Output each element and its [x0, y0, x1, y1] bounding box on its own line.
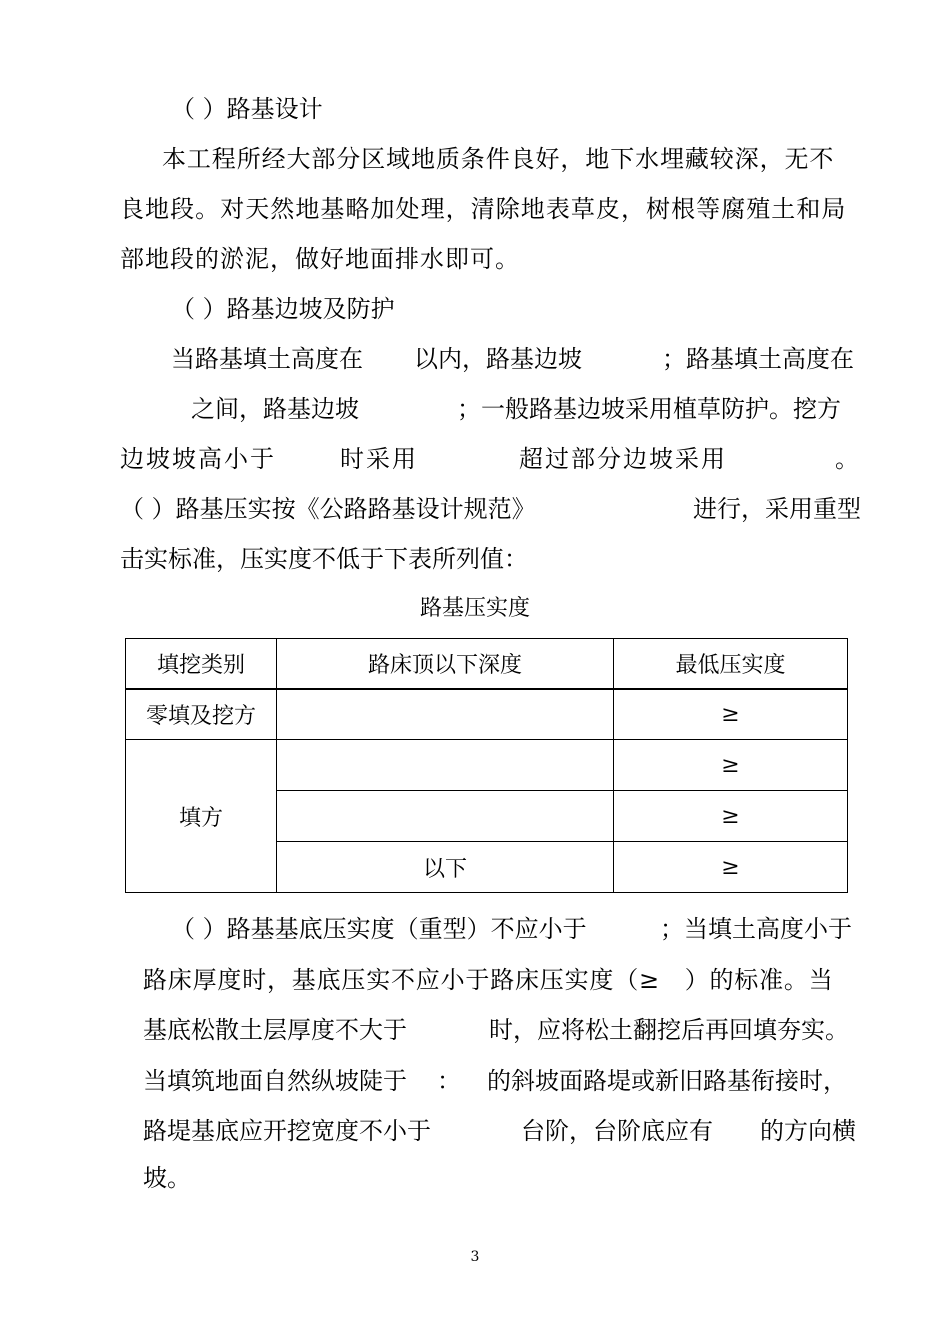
text-fragment: 台阶，台阶底应有: [521, 1117, 713, 1145]
text-fragment: （ ）路基基底压实度（重型）不应小于: [171, 915, 587, 943]
section-heading-slope-protection: （ ）路基边坡及防护: [171, 295, 395, 323]
text-fragment: ：: [437, 1067, 461, 1095]
page-number: 3: [470, 1249, 480, 1265]
text-fragment: 。: [835, 445, 859, 473]
text-fragment: ；路基填土高度在: [662, 345, 854, 373]
paragraph-line: 路床厚度时，基底压实不应小于路床压实度（≥ ）的标准。当: [143, 966, 834, 994]
table-header-row: [126, 639, 848, 689]
table-cell-category: 填方: [126, 740, 277, 893]
text-fragment: 以内，路基边坡: [414, 345, 582, 373]
text-fragment: （ ）路基压实按《公路路基设计规范》: [120, 495, 536, 523]
paragraph-line: 击实标准，压实度不低于下表所列值：: [120, 545, 528, 573]
table-row: [126, 740, 848, 791]
table-cell-depth: [277, 689, 614, 740]
table-cell-category: 零填及挖方: [126, 689, 277, 740]
text-fragment: 基底松散土层厚度不大于: [143, 1016, 407, 1044]
text-fragment: 进行，采用重型: [693, 495, 861, 523]
table-cell-depth: 以下: [277, 842, 614, 893]
section-heading-subgrade-design: （ ）路基设计: [171, 95, 323, 123]
text-fragment: 之间，路基边坡: [191, 395, 359, 423]
table-cell-depth: [277, 740, 614, 791]
table-cell-min: ≥: [614, 842, 848, 893]
paragraph-line: 坡。: [143, 1164, 191, 1192]
text-fragment: 时，应将松土翻挖后再回填夯实。: [489, 1016, 849, 1044]
table-header-cell: 最低压实度: [614, 639, 848, 689]
compaction-table: [125, 638, 848, 893]
paragraph-line: 本工程所经大部分区域地质条件良好，地下水埋藏较深，无不: [162, 145, 835, 173]
text-fragment: 的方向横: [760, 1117, 856, 1145]
text-fragment: 路堤基底应开挖宽度不小于: [143, 1117, 431, 1145]
paragraph-line: 良地段。对天然地基略加处理，清除地表草皮，树根等腐殖土和局: [120, 195, 847, 223]
text-fragment: 的斜坡面路堤或新旧路基衔接时，: [487, 1067, 847, 1095]
text-fragment: 时采用: [340, 445, 418, 473]
text-fragment: ；一般路基边坡采用植草防护。挖方: [457, 395, 841, 423]
table-cell-min: ≥: [614, 740, 848, 791]
table-row: [126, 689, 848, 740]
table-cell-depth: [277, 791, 614, 842]
paragraph-line: 部地段的淤泥，做好地面排水即可。: [120, 245, 520, 273]
table-header-cell: 填挖类别: [126, 639, 277, 689]
table-caption: 路基压实度: [419, 596, 530, 621]
table-cell-min: ≥: [614, 791, 848, 842]
table-header-cell: 路床顶以下深度: [277, 639, 614, 689]
table-cell-min: ≥: [614, 689, 848, 740]
text-fragment: ；当填土高度小于: [660, 915, 852, 943]
text-fragment: 边坡坡高小于: [120, 445, 276, 473]
text-fragment: 当路基填土高度在: [171, 345, 363, 373]
text-fragment: 超过部分边坡采用: [519, 445, 727, 473]
text-fragment: 当填筑地面自然纵坡陡于: [143, 1067, 407, 1095]
